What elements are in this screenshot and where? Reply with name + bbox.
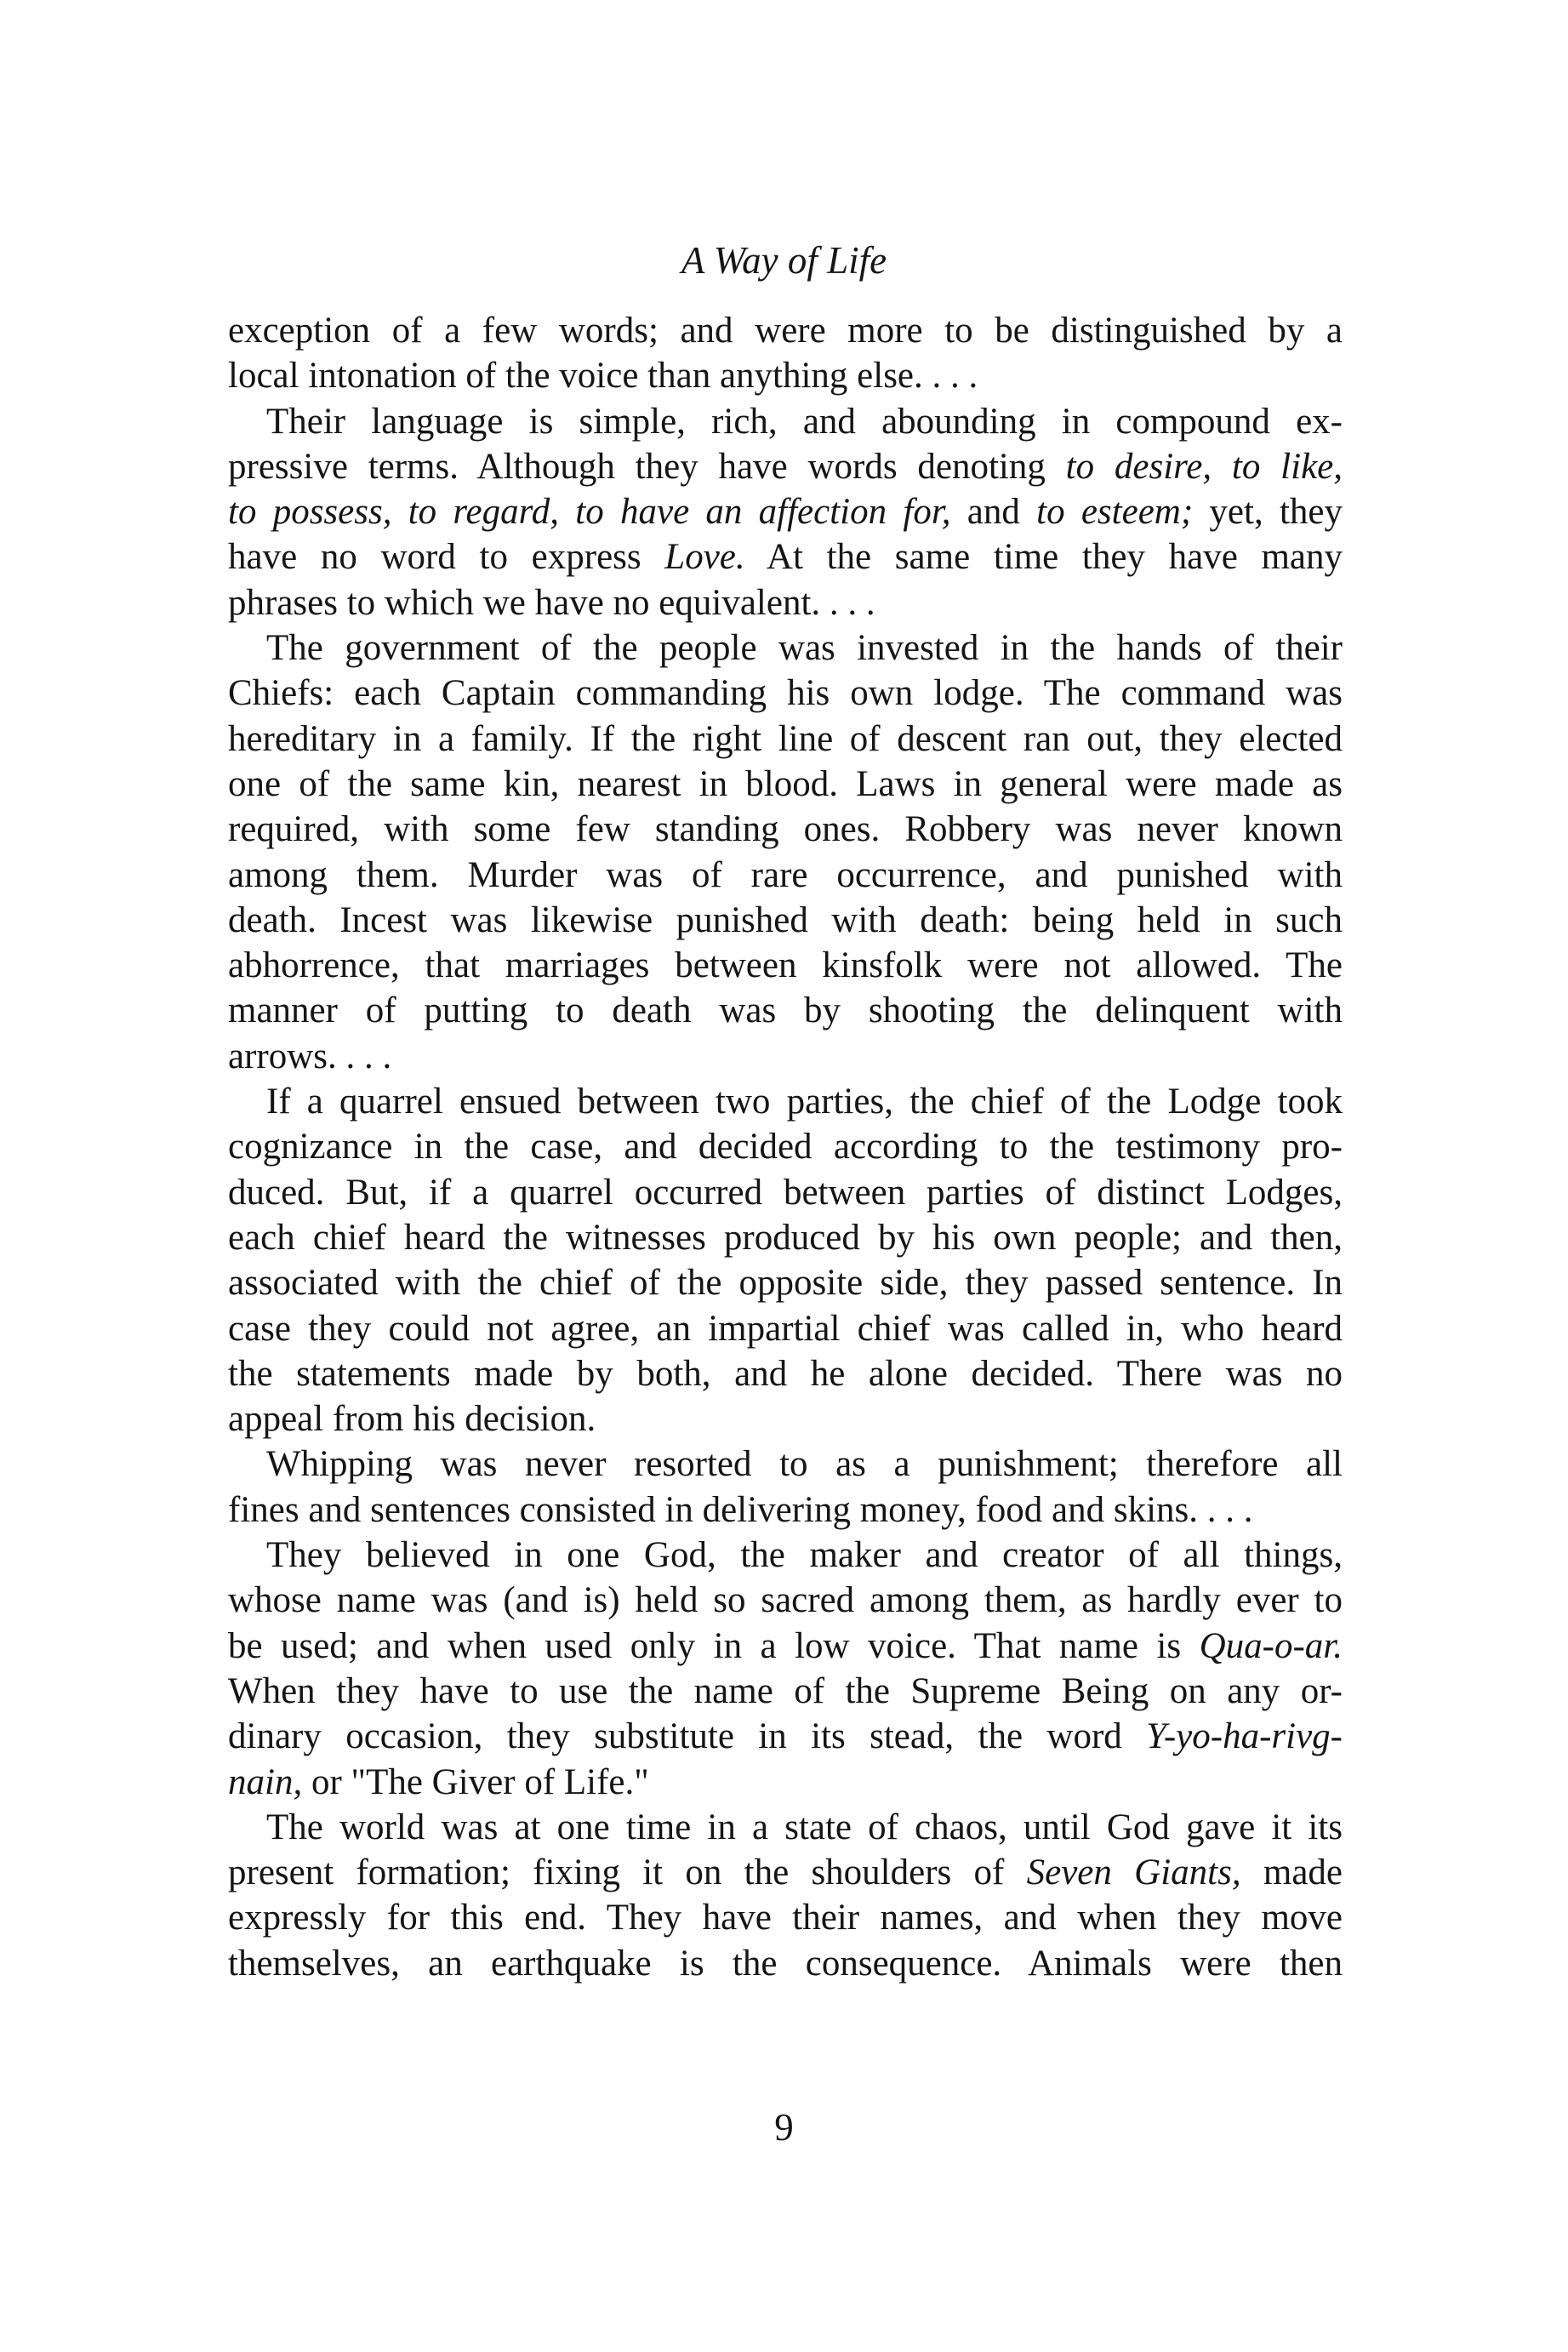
text-line: Whipping was never resorted to as a punishment; therefore all — [266, 1444, 1343, 1485]
text-line: the statements made by both, and he alone decided. There was no — [228, 1353, 1343, 1394]
text-line: Chiefs: each Captain commanding his own lodge. The command was — [228, 673, 1343, 714]
running-head: A Way of Life — [681, 239, 887, 282]
text-line: hereditary in a family. If the right line of descent ran out, they elected — [228, 718, 1343, 759]
text-line: be used; and when used only in a low voice. That name is Qua-o-ar. — [228, 1625, 1343, 1666]
text-line: required, with some few standing ones. Robbery was never known — [228, 809, 1343, 850]
text-line: nain, or "The Giver of Life." — [228, 1761, 649, 1802]
text-line: Their language is simple, rich, and abounding in compound ex- — [266, 401, 1343, 442]
page-number: 9 — [774, 2106, 794, 2149]
text-line: among them. Murder was of rare occurrence, and punished with — [228, 854, 1343, 895]
text-line: abhorrence, that marriages between kinsfolk were not allowed. The — [228, 945, 1343, 986]
text-line: local intonation of the voice than anything else. . . . — [228, 356, 978, 397]
text-line: present formation; fixing it on the shoulders of Seven Giants, made — [228, 1852, 1343, 1893]
text-line: themselves, an earthquake is the consequence. Animals were then — [228, 1943, 1343, 1984]
text-line: The world was at one time in a state of chaos, until God gave it its — [266, 1807, 1343, 1847]
text-line: whose name was (and is) held so sacred among them, as hardly ever to — [228, 1580, 1343, 1621]
text-line: appeal from his decision. — [228, 1399, 596, 1440]
text-line: manner of putting to death was by shooting the delinquent with — [228, 990, 1343, 1031]
text-line: each chief heard the witnesses produced by his own people; and then, — [228, 1217, 1343, 1258]
text-line: death. Incest was likewise punished with death: being held in such — [228, 899, 1343, 940]
text-line: pressive terms. Although they have words denoting to desire, to like, — [228, 446, 1343, 487]
text-line: If a quarrel ensued between two parties, the chief of the Lodge took — [266, 1082, 1343, 1122]
text-line: have no word to express Love. At the same time they have many — [228, 537, 1343, 578]
text-line: cognizance in the case, and decided according to the testimony pro- — [228, 1127, 1343, 1167]
text-line: When they have to use the name of the Supreme Being on any or- — [228, 1670, 1343, 1711]
text-line: one of the same kin, nearest in blood. Laws in general were made as — [228, 763, 1343, 804]
text-line: duced. But, if a quarrel occurred between parties of distinct Lodges, — [228, 1172, 1343, 1213]
text-line: arrows. . . . — [228, 1036, 392, 1076]
text-line: associated with the chief of the opposite side, they passed sentence. In — [228, 1263, 1343, 1304]
text-line: exception of a few words; and were more to be distinguished by a — [228, 311, 1343, 351]
text-line: They believed in one God, the maker and creator of all things, — [266, 1535, 1343, 1576]
body-text — [228, 308, 1343, 1986]
text-line: dinary occasion, they substitute in its stead, the word Y-yo-ha-rivg- — [228, 1716, 1343, 1757]
text-line: case they could not agree, an impartial chief was called in, who heard — [228, 1308, 1343, 1349]
text-line: to possess, to regard, to have an affection for, and to esteem; yet, they — [228, 492, 1343, 533]
text-line: fines and sentences consisted in delivering money, food and skins. . . . — [228, 1489, 1253, 1530]
text-line: expressly for this end. They have their names, and when they move — [228, 1898, 1343, 1938]
text-line: The government of the people was invested in the hands of their — [266, 628, 1343, 669]
text-line: phrases to which we have no equivalent. . . . — [228, 582, 875, 623]
